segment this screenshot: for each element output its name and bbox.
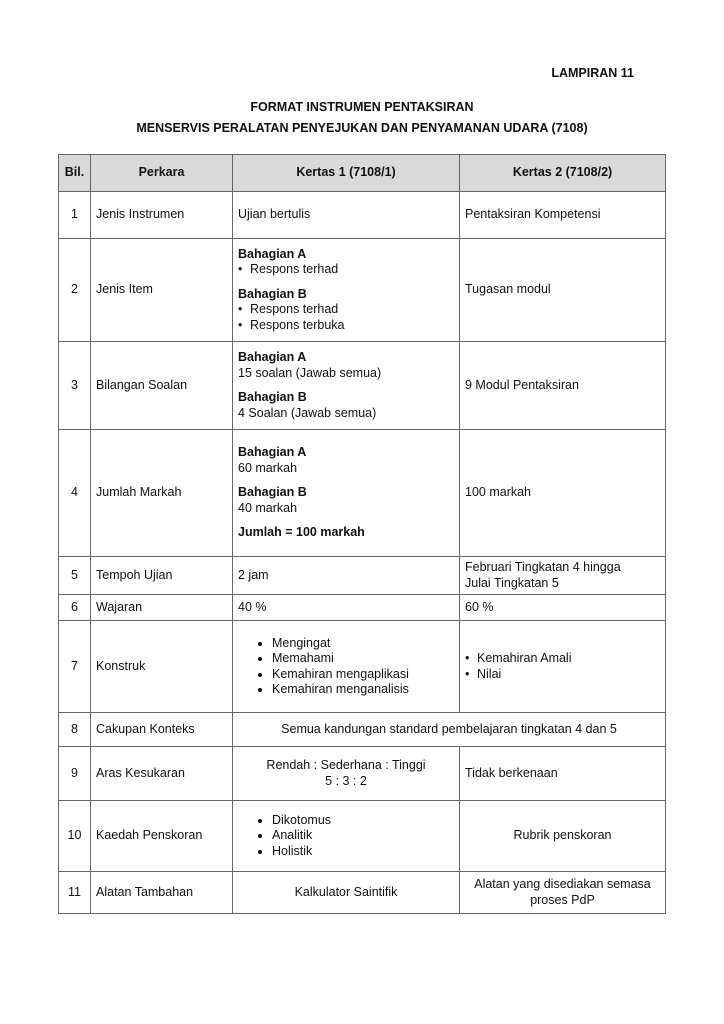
table-row bbox=[59, 342, 666, 430]
row-kertas1 bbox=[233, 747, 460, 801]
table-row bbox=[59, 872, 666, 914]
row-kertas2: Rubrik penskoran bbox=[460, 801, 666, 872]
list-item: • Respons terbuka bbox=[238, 318, 454, 334]
section-a-list bbox=[238, 262, 454, 278]
table-row bbox=[59, 621, 666, 713]
section-a-label: Bahagian A bbox=[238, 350, 307, 364]
row-number: 9 bbox=[59, 747, 91, 801]
table-row bbox=[59, 747, 666, 801]
appendix-label: LAMPIRAN 11 bbox=[551, 66, 634, 80]
row-kertas2: Tidak berkenaan bbox=[460, 747, 666, 801]
row-kertas2: 100 markah bbox=[460, 430, 666, 557]
list-item: • Holistik bbox=[272, 844, 454, 860]
document-subtitle: MENSERVIS PERALATAN PENYEJUKAN DAN PENYAMANAN UDARA (7108) bbox=[136, 121, 588, 135]
construct-list bbox=[238, 636, 454, 698]
row-kertas2 bbox=[460, 557, 666, 595]
header-perkara: Perkara bbox=[91, 155, 233, 192]
list-item: • Kemahiran mengaplikasi bbox=[272, 667, 454, 683]
header-kertas2: Kertas 2 (7108/2) bbox=[460, 155, 666, 192]
row-kertas1: Kalkulator Saintifik bbox=[233, 872, 460, 914]
cell-line: Februari Tingkatan 4 hingga bbox=[465, 560, 621, 574]
row-perkara: Alatan Tambahan bbox=[91, 872, 233, 914]
row-number: 2 bbox=[59, 239, 91, 342]
row-kertas2: Pentaksiran Kompetensi bbox=[460, 192, 666, 239]
assessment-format-table bbox=[58, 154, 666, 914]
list-item: • Respons terhad bbox=[238, 302, 454, 318]
row-number: 4 bbox=[59, 430, 91, 557]
scoring-list bbox=[238, 813, 454, 860]
cell-line: proses PdP bbox=[530, 892, 595, 907]
row-perkara: Kaedah Penskoran bbox=[91, 801, 233, 872]
table-row bbox=[59, 557, 666, 595]
row-kertas1: 40 % bbox=[233, 595, 460, 621]
cell-line: 5 : 3 : 2 bbox=[325, 773, 367, 788]
section-a-label: Bahagian A bbox=[238, 246, 307, 261]
document-title: FORMAT INSTRUMEN PENTAKSIRAN bbox=[250, 100, 474, 114]
row-kertas2 bbox=[460, 621, 666, 713]
list-item: • Dikotomus bbox=[272, 813, 454, 829]
row-perkara: Jumlah Markah bbox=[91, 430, 233, 557]
header-bil: Bil. bbox=[59, 155, 91, 192]
row-perkara: Jenis Item bbox=[91, 239, 233, 342]
list-item: • Analitik bbox=[272, 828, 454, 844]
row-number: 10 bbox=[59, 801, 91, 872]
list-item: • Kemahiran menganalisis bbox=[272, 682, 454, 698]
table-row bbox=[59, 595, 666, 621]
row-perkara: Jenis Instrumen bbox=[91, 192, 233, 239]
row-kertas1 bbox=[233, 342, 460, 430]
row-kertas1 bbox=[233, 621, 460, 713]
table-row bbox=[59, 239, 666, 342]
row-perkara: Aras Kesukaran bbox=[91, 747, 233, 801]
row-number: 11 bbox=[59, 872, 91, 914]
section-b-label: Bahagian B bbox=[238, 286, 307, 301]
row-merged: Semua kandungan standard pembelajaran tingkatan 4 dan 5 bbox=[233, 713, 666, 747]
list-item: • Respons terhad bbox=[238, 262, 454, 278]
row-kertas2: Tugasan modul bbox=[460, 239, 666, 342]
table-header-row bbox=[59, 155, 666, 192]
construct-list bbox=[465, 651, 660, 682]
row-kertas1 bbox=[233, 801, 460, 872]
section-a-label: Bahagian A bbox=[238, 445, 307, 460]
table-row bbox=[59, 430, 666, 557]
section-b-text: 4 Soalan (Jawab semua) bbox=[238, 405, 377, 420]
section-a-text: 15 soalan (Jawab semua) bbox=[238, 365, 382, 380]
row-perkara: Bilangan Soalan bbox=[91, 342, 233, 430]
header-kertas1: Kertas 1 (7108/1) bbox=[233, 155, 460, 192]
row-number: 7 bbox=[59, 621, 91, 713]
row-perkara: Tempoh Ujian bbox=[91, 557, 233, 595]
row-number: 1 bbox=[59, 192, 91, 239]
row-kertas1 bbox=[233, 430, 460, 557]
row-number: 3 bbox=[59, 342, 91, 430]
section-b-label: Bahagian B bbox=[238, 390, 307, 404]
cell-line: Julai Tingkatan 5 bbox=[465, 575, 559, 590]
row-perkara: Konstruk bbox=[91, 621, 233, 713]
row-number: 5 bbox=[59, 557, 91, 595]
section-b-label: Bahagian B bbox=[238, 485, 307, 500]
row-kertas2: 9 Modul Pentaksiran bbox=[460, 342, 666, 430]
section-b-list bbox=[238, 302, 454, 333]
table-row bbox=[59, 801, 666, 872]
table-row bbox=[59, 192, 666, 239]
section-a-text: 60 markah bbox=[238, 460, 298, 475]
section-b-text: 40 markah bbox=[238, 500, 298, 515]
row-kertas2 bbox=[460, 872, 666, 914]
row-number: 6 bbox=[59, 595, 91, 621]
list-item: • Kemahiran Amali bbox=[465, 651, 660, 667]
row-perkara: Cakupan Konteks bbox=[91, 713, 233, 747]
row-kertas2: 60 % bbox=[460, 595, 666, 621]
row-kertas1: Ujian bertulis bbox=[233, 192, 460, 239]
row-perkara: Wajaran bbox=[91, 595, 233, 621]
list-item: • Nilai bbox=[465, 667, 660, 683]
cell-line: Rendah : Sederhana : Tinggi bbox=[266, 758, 426, 772]
list-item: • Memahami bbox=[272, 651, 454, 667]
row-kertas1 bbox=[233, 239, 460, 342]
row-kertas1: 2 jam bbox=[233, 557, 460, 595]
table-row bbox=[59, 713, 666, 747]
total-marks: Jumlah = 100 markah bbox=[238, 525, 365, 540]
list-item: • Mengingat bbox=[272, 636, 454, 652]
cell-line: Alatan yang disediakan semasa bbox=[474, 877, 651, 891]
row-number: 8 bbox=[59, 713, 91, 747]
